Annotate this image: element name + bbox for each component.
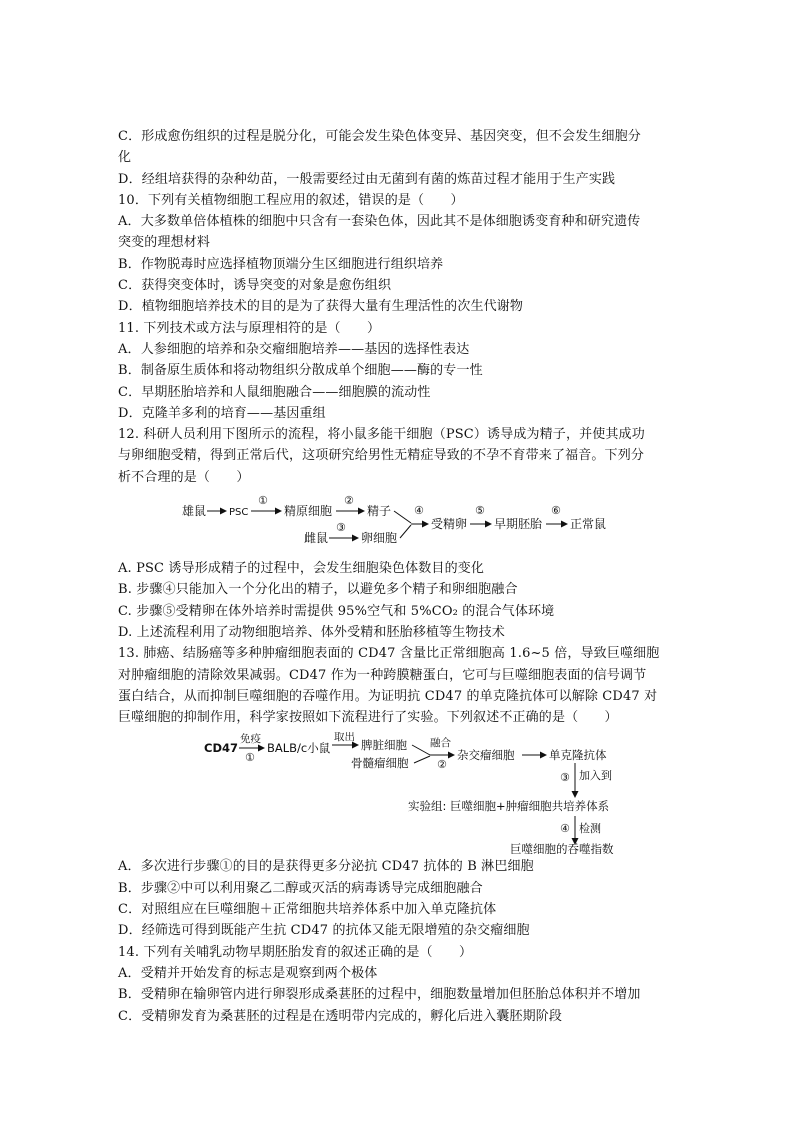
option-c: C．对照组应在巨噬细胞＋正常细胞共培养体系中加入单克隆抗体 (118, 902, 497, 918)
step-1: ① (245, 751, 255, 765)
label-add: 加入到 (579, 769, 612, 783)
node-psc: PSC (229, 507, 249, 519)
node-female-mouse: 雌鼠 (304, 531, 329, 546)
text-block-mid (118, 558, 678, 728)
step-5: ⑤ (475, 504, 485, 518)
text-line: A．大多数单倍体植株的细胞中只含有一套染色体，因此其不是体细胞诱变育种和研究遗传 (118, 214, 641, 230)
cd47-flow-svg (118, 732, 678, 854)
text-line: D．植物细胞培养技术的目的是为了获得大量有生理活性的次生代谢物 (118, 299, 524, 315)
text-line: B．受精卵在输卵管内进行卵裂形成桑葚胚的过程中，细胞数量增加但胚胎总体积并不增加 (118, 987, 641, 1003)
node-normal-mouse: 正常鼠 (570, 517, 607, 532)
text-line: D．克隆羊多利的培育——基因重组 (118, 405, 326, 421)
option-d: D. 上述流程利用了动物细胞培养、体外受精和胚胎移植等生物技术 (118, 624, 505, 640)
text-line: C．形成愈伤组织的过程是脱分化，可能会发生染色体变异、基因突变，但不会发生细胞分 (118, 129, 641, 144)
document-page (118, 126, 678, 1027)
text-line: 与卵细胞受精，得到正常后代，这项研究给男性无精症导致的不孕不育带来了福音。下列分 (118, 448, 645, 464)
text-line: 析不合理的是（ ） (118, 469, 250, 485)
label-hybridoma: 杂交瘤细胞 (457, 748, 515, 763)
question-14-stem: 14. 下列有关哺乳动物早期胚胎发育的叙述正确的是（ ） (118, 944, 473, 960)
question-12-stem: 12. 科研人员利用下图所示的流程，将小鼠多能干细胞（PSC）诱导成为精子，并使其成功 (118, 427, 645, 443)
node-male-mouse: 雄鼠 (182, 504, 207, 519)
option-b: B. 步骤④只能加入一个分化出的精子，以避免多个精子和卵细胞融合 (118, 582, 518, 598)
text-line: C．早期胚胎培养和人鼠细胞融合——细胞膜的流动性 (118, 384, 431, 400)
label-mouse: BALB/c小鼠 (267, 741, 331, 756)
text-line: A．人参细胞的培养和杂交瘤细胞培养——基因的选择性表达 (118, 341, 470, 357)
text-line: C．获得突变体时，诱导突变的对象是愈伤组织 (118, 278, 392, 294)
node-spermatogonium: 精原细胞 (284, 504, 333, 519)
label-myeloma: 骨髓瘤细胞 (351, 756, 409, 771)
option-d: D．经筛选可得到既能产生抗 CD47 的抗体又能无限增殖的杂交瘤细胞 (118, 923, 530, 939)
text-line: 化 (118, 150, 132, 166)
text-line: B．制备原生质体和将动物组织分散成单个细胞——酶的专一性 (118, 363, 483, 379)
option-a: A．多次进行步骤①的目的是获得更多分泌抗 CD47 抗体的 B 淋巴细胞 (118, 859, 534, 875)
node-zygote: 受精卵 (431, 517, 468, 532)
label-cd47: CD47 (204, 741, 238, 756)
question-11-stem: 11. 下列技术或方法与原理相符的是（ ） (118, 320, 381, 336)
text-line: 突变的理想材料 (118, 235, 211, 251)
label-spleen: 脾脏细胞 (361, 738, 407, 753)
step-6: ⑥ (551, 504, 561, 518)
text-line: D．经组培获得的杂种幼苗，一般需要经过由无菌到有菌的炼苗过程才能用于生产实践 (118, 171, 616, 187)
question-13-stem: 13. 肺癌、结肠癌等多种肿瘤细胞表面的 CD47 含量比正常细胞高 1.6~5 倍，导致巨噬细胞 (118, 646, 660, 662)
step-3: ③ (336, 521, 346, 535)
text-line: 对肿瘤细胞的清除效果减弱。CD47 作为一种跨膜糖蛋白，它可与巨噬细胞表面的信号调节 (118, 667, 647, 683)
text-line: 蛋白结合，从而抑制巨噬细胞的吞噬作用。为证明抗 CD47 的单克隆抗体可以解除 CD47 对 (118, 688, 658, 704)
step-2: ② (344, 494, 354, 508)
node-egg: 卵细胞 (361, 531, 398, 546)
node-early-embryo: 早期胚胎 (494, 517, 543, 532)
option-a: A. PSC 诱导形成精子的过程中，会发生细胞染色体数目的变化 (118, 561, 485, 577)
text-line: A．受精并开始发育的标志是观察到两个极体 (118, 965, 378, 981)
step-2: ② (437, 758, 447, 772)
step-1: ① (258, 494, 268, 508)
label-take: 取出 (334, 732, 355, 744)
text-line: B．作物脱毒时应选择植物顶端分生区细胞进行组织培养 (118, 256, 444, 272)
text-block-top (118, 126, 678, 488)
question-10-stem: 10．下列有关植物细胞工程应用的叙述，错误的是（ ） (118, 192, 464, 208)
option-b: B．步骤②中可以利用聚乙二醇或灭活的病毒诱导完成细胞融合 (118, 880, 483, 896)
step-3: ③ (560, 771, 570, 785)
label-phagocytic-index: 巨噬细胞的吞噬指数 (510, 842, 614, 855)
node-sperm: 精子 (367, 504, 392, 519)
psc-flow-svg (118, 492, 678, 556)
text-line: C．受精卵发育为桑葚胚的过程是在透明带内完成的，孵化后进入囊胚期阶段 (118, 1008, 563, 1024)
step-4: ④ (560, 822, 570, 836)
label-fuse: 融合 (430, 737, 451, 750)
label-experiment-group: 实验组: 巨噬细胞+肿瘤细胞共培养体系 (408, 799, 610, 814)
label-immune: 免疫 (240, 733, 261, 746)
label-mab: 单克隆抗体 (549, 748, 607, 763)
option-c: C. 步骤⑤受精卵在体外培养时需提供 95%空气和 5%CO₂ 的混合气体环境 (118, 603, 555, 619)
text-block-bottom (118, 856, 678, 1026)
text-line: 巨噬细胞的抑制作用，科学家按照如下流程进行了实验。下列叙述不正确的是（ ） (118, 710, 618, 726)
label-detect: 检测 (579, 822, 601, 836)
psc-flow-diagram (118, 492, 678, 556)
step-4: ④ (414, 504, 424, 518)
cd47-flow-diagram (118, 732, 678, 854)
